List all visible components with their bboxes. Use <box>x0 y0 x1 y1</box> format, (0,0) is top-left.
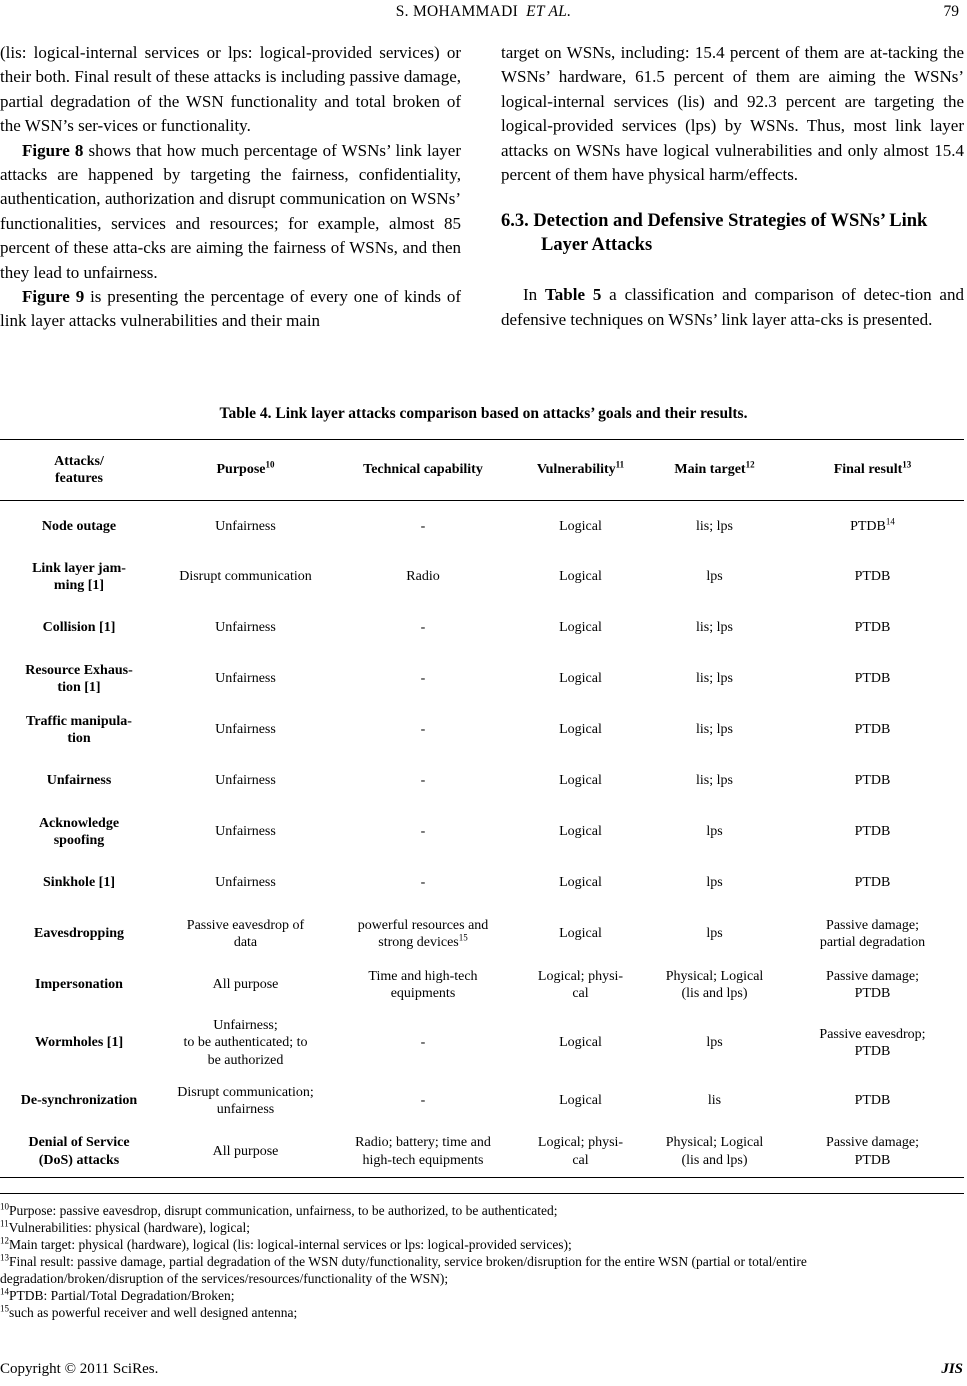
capability-cell: - <box>420 518 426 534</box>
purpose-cell: Unfairness <box>215 620 276 636</box>
table-row <box>0 1011 964 1076</box>
attack-name-cell: Impersonation <box>35 977 123 993</box>
table-header-row <box>0 440 964 501</box>
final-result-cell: PTDB <box>854 671 891 687</box>
footnote-marker: 15 <box>458 932 468 943</box>
column-header: Attacks/ features <box>0 440 158 501</box>
footnotes <box>0 1193 964 1321</box>
main-target-cell: lis; lps <box>696 773 733 789</box>
purpose-cell: Disrupt communication <box>179 569 312 585</box>
capability-cell: Radio; battery; time and high-tech equipments <box>333 1127 513 1178</box>
final-result-cell: PTDB <box>854 875 891 891</box>
final-result-cell: Passive damage; PTDB <box>826 968 919 1001</box>
paragraph: (lis: logical-internal services or lps: logical-provided services) or their both. Final result of these attacks is including passive damage, partial degradation of the WSN functionality and total broken of the WSN’s ser-vices or functionality. <box>0 43 461 136</box>
page-number: 79 <box>943 3 959 20</box>
purpose-cell: Unfairness <box>215 824 276 840</box>
vulnerability-cell: Logical <box>559 569 602 585</box>
vulnerability-cell: Logical <box>559 1035 602 1051</box>
purpose-cell: Unfairness <box>215 518 276 534</box>
footnote: $^{11}$Vulnerabilities: physical (hardware), logical; <box>0 1218 251 1235</box>
attack-name-cell: Wormholes [1] <box>34 1035 124 1051</box>
purpose-cell: Disrupt communication; unfairness <box>177 1084 314 1117</box>
et-al: ET AL. <box>526 3 572 20</box>
main-target-cell: lis; lps <box>696 518 733 534</box>
final-result-cell: PTDB <box>854 824 891 840</box>
vulnerability-cell: Logical <box>559 1093 602 1109</box>
purpose-cell: Passive eavesdrop of data <box>186 917 305 950</box>
vulnerability-cell: Logical <box>559 722 602 738</box>
running-head <box>0 3 967 21</box>
footnote-number: 13 <box>0 1252 9 1263</box>
main-target-cell: lis; lps <box>696 620 733 636</box>
table-row <box>0 1127 964 1178</box>
table-row <box>0 705 964 756</box>
table-row <box>0 756 964 807</box>
footnote-number: 14 <box>0 1286 9 1297</box>
main-target-cell: lps <box>706 569 723 585</box>
attack-name-cell: Eavesdropping <box>34 926 124 942</box>
main-target-cell: Physical; Logical (lis and lps) <box>648 1127 781 1178</box>
vulnerability-cell: Logical <box>559 824 602 840</box>
capability-cell: - <box>420 620 426 636</box>
purpose-cell: All purpose <box>212 977 279 993</box>
main-target-cell: Physical; Logical (lis and lps) <box>665 968 764 1001</box>
final-result-cell: PTDB <box>854 773 891 789</box>
attack-name-cell: Denial of Service (DoS) attacks <box>0 1127 158 1178</box>
final-result-cell: PTDB <box>854 620 891 636</box>
table-reference: Table 5 <box>545 285 602 305</box>
copyright: Copyright © 2011 SciRes. <box>0 1361 159 1377</box>
vulnerability-cell: Logical <box>559 926 602 942</box>
purpose-cell: Unfairness <box>215 875 276 891</box>
main-target-cell: lps <box>706 824 723 840</box>
footnote: $^{13}$Final result: passive damage, partial degradation of the WSN duty/functionality, service broken/disruption for the entire WSN (partial or total/entire degradation/broken/disruption of the services/resources/functionality of the WSN); <box>0 1252 807 1286</box>
capability-cell: powerful resources and strong devices$^{15}$ <box>357 917 489 950</box>
attack-name-cell: Unfairness <box>46 773 112 789</box>
footnote-number: 11 <box>0 1218 9 1229</box>
table-row <box>0 552 964 603</box>
attack-name-cell: Sinkhole [1] <box>43 875 115 891</box>
final-result-cell: PTDB$^{14}$ <box>850 515 895 534</box>
attack-name-cell: Collision [1] <box>42 620 116 636</box>
purpose-cell: Unfairness <box>215 773 276 789</box>
attack-name-cell: Node outage <box>41 518 117 534</box>
paragraph <box>0 285 461 334</box>
purpose-cell: Unfairness <box>215 671 276 687</box>
paragraph <box>0 139 461 285</box>
final-result-cell: PTDB <box>854 569 891 585</box>
column-header: Vulnerability$^{11}$ <box>513 440 648 501</box>
capability-cell: - <box>420 1035 426 1051</box>
capability-cell: - <box>420 722 426 738</box>
final-result-cell: Passive eavesdrop; PTDB <box>819 1026 926 1059</box>
main-target-cell: lis; lps <box>696 671 733 687</box>
paragraph-text: In <box>523 285 545 305</box>
column-header: Main target$^{12}$ <box>648 440 781 501</box>
table-row <box>0 909 964 960</box>
footnote: $^{10}$Purpose: passive eavesdrop, disrupt communication, unfairness, to be authorized, to be authenticated; <box>0 1201 558 1218</box>
table-body <box>0 501 964 1178</box>
column-header: Technical capability <box>333 440 513 501</box>
final-result-cell: Passive damage; partial degradation <box>819 917 926 950</box>
vulnerability-cell: Logical <box>559 875 602 891</box>
capability-cell: - <box>420 824 426 840</box>
main-target-cell: lis <box>707 1093 722 1109</box>
attack-name-cell: Link layer jam- ming [1] <box>32 560 126 593</box>
capability-cell: - <box>420 671 426 687</box>
table-row <box>0 501 964 552</box>
table-row <box>0 807 964 858</box>
figure-reference: Figure 9 <box>22 287 85 307</box>
capability-cell: - <box>420 773 426 789</box>
paragraph: target on WSNs, including: 15.4 percent of them are at-tacking the WSNs’ hardware, 61.5 percent of them are aiming the WSNs’ logical-internal services (lis) and 92.3 percent are targeting the logical-provided services (lps) by WSNs. Thus, most link layer attacks on WSNs have logical vulnerabilities and only almost 15.4 percent of them have physical harm/effects. <box>501 43 964 185</box>
final-result-cell: PTDB <box>854 1093 891 1109</box>
vulnerability-cell: Logical <box>559 671 602 687</box>
footnote-number: 15 <box>0 1303 9 1314</box>
capability-cell: Time and high-tech equipments <box>368 968 478 1001</box>
attack-name-cell: De-synchronization <box>20 1093 138 1109</box>
footnote: $^{14}$PTDB: Partial/Total Degradation/Broken; <box>0 1286 235 1303</box>
vulnerability-cell: Logical; physi- cal <box>513 1127 648 1178</box>
purpose-cell: Unfairness <box>215 722 276 738</box>
journal-name: JIS <box>941 1361 963 1377</box>
left-column <box>0 41 461 334</box>
attack-name-cell: Resource Exhaus- tion [1] <box>25 662 133 695</box>
section-heading: 6.3. Detection and Defensive Strategies of WSNs’ Link Layer Attacks <box>501 211 928 256</box>
footnote-number: 10 <box>0 1201 9 1212</box>
comparison-table <box>0 439 964 1178</box>
column-header: Purpose$^{10}$ <box>158 440 333 501</box>
author-name: S. MOHAMMADI <box>395 3 519 20</box>
vulnerability-cell: Logical <box>559 773 602 789</box>
main-target-cell: lis; lps <box>696 722 733 738</box>
vulnerability-cell: Logical; physi- cal <box>537 968 624 1001</box>
vulnerability-cell: Logical <box>559 620 602 636</box>
paragraph <box>501 283 964 332</box>
attack-name-cell: Acknowledge spoofing <box>38 815 120 848</box>
table-caption: Table 4. Link layer attacks comparison based on attacks’ goals and their results. <box>219 405 748 422</box>
capability-cell: - <box>420 1093 426 1109</box>
table-row <box>0 654 964 705</box>
footnote-marker: 14 <box>885 515 895 526</box>
footnote-marker: 11 <box>615 459 625 470</box>
attack-name-cell: Traffic manipula- tion <box>26 713 132 746</box>
column-header: Final result$^{13}$ <box>781 440 964 501</box>
main-target-cell: lps <box>706 926 723 942</box>
table-row <box>0 858 964 909</box>
table-row <box>0 1076 964 1127</box>
footnote-number: 12 <box>0 1235 9 1246</box>
footnote-marker: 12 <box>745 459 755 470</box>
main-target-cell: lps <box>706 1035 723 1051</box>
purpose-cell: All purpose <box>158 1127 333 1178</box>
capability-cell: - <box>420 875 426 891</box>
final-result-cell: PTDB <box>854 722 891 738</box>
footnote: $^{12}$Main target: physical (hardware), logical (lis: logical-internal services or lps: logical-provided services); <box>0 1235 572 1252</box>
final-result-cell: Passive damage; PTDB <box>781 1127 964 1178</box>
footnote-marker: 13 <box>902 459 912 470</box>
footnote: $^{15}$such as powerful receiver and well designed antenna; <box>0 1303 298 1320</box>
table-row <box>0 960 964 1011</box>
right-column <box>501 41 964 332</box>
paragraph-text: a classification and comparison of detec-tion and defensive techniques on WSNs’ link layer atta-cks is presented. <box>501 285 964 329</box>
table-row <box>0 603 964 654</box>
capability-cell: Radio <box>406 569 440 585</box>
paragraph-text: is presenting the percentage of every one of kinds of link layer attacks vulnerabilities and their main <box>0 287 461 331</box>
footnote-marker: 10 <box>265 459 275 470</box>
main-target-cell: lps <box>706 875 723 891</box>
purpose-cell: Unfairness; to be authenticated; to be authorized <box>183 1017 308 1068</box>
figure-reference: Figure 8 <box>22 140 84 160</box>
vulnerability-cell: Logical <box>559 518 602 534</box>
paragraph-text: shows that how much percentage of WSNs’ link layer attacks are happened by targeting the fairness, confidentiality, authentication, authorization and disrupt communication on WSNs’ functionalities, services and resources; for example, almost 85 percent of these atta-cks are aiming the fairness of WSNs, and then they lead to unfairness. <box>0 140 461 282</box>
